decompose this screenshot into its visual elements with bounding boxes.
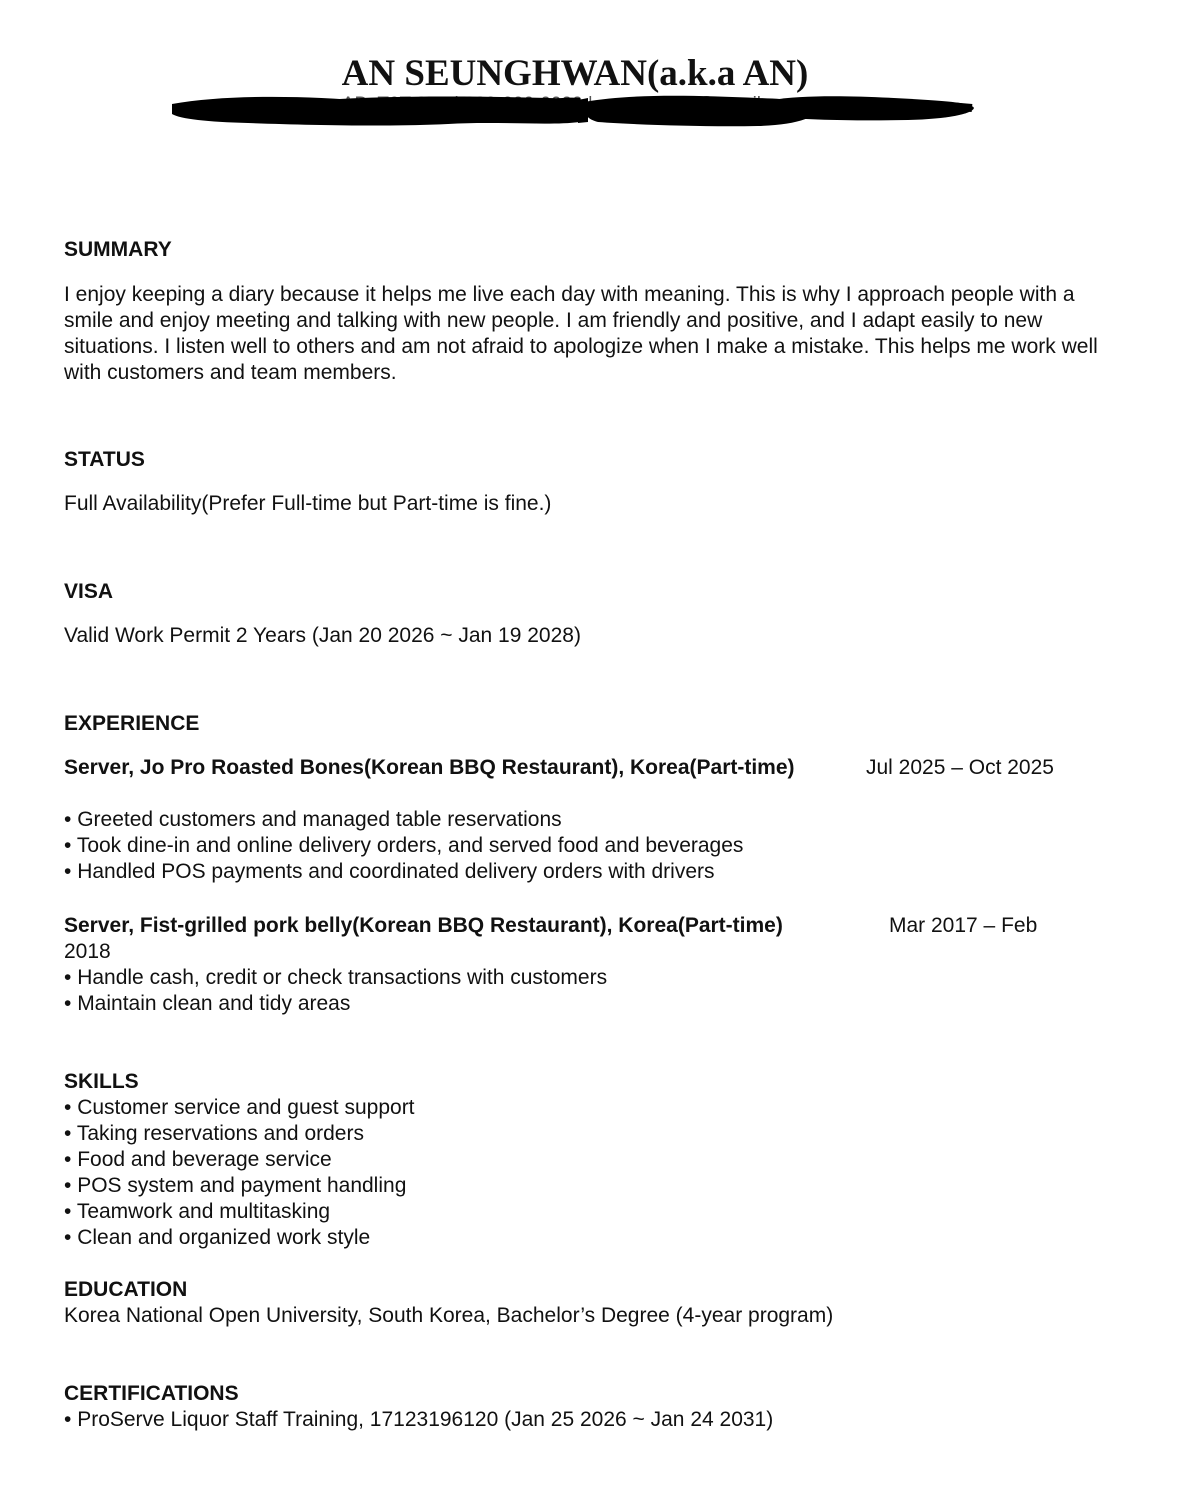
list-item: • Food and beverage service xyxy=(64,1147,415,1173)
education-heading: EDUCATION xyxy=(64,1278,188,1301)
redaction-marker-scribble xyxy=(168,92,978,128)
list-item: • Handled POS payments and coordinated delivery orders with drivers xyxy=(64,859,743,885)
candidate-name: AN SEUNGHWAN(a.k.a AN) xyxy=(341,53,809,94)
list-item: • Took dine-in and online delivery orders, and served food and beverages xyxy=(64,833,743,859)
job-dates-wrap: 2018 xyxy=(64,940,111,963)
skills-heading: SKILLS xyxy=(64,1070,139,1093)
visa-heading: VISA xyxy=(64,580,114,603)
certifications-list xyxy=(64,1407,773,1433)
job-title: Server, Fist-grilled pork belly(Korean BBQ Restaurant), Korea(Part-time) xyxy=(64,914,783,937)
list-item: • Greeted customers and managed table reservations xyxy=(64,807,743,833)
list-item: • Handle cash, credit or check transactions with customers xyxy=(64,965,607,991)
list-item: • Teamwork and multitasking xyxy=(64,1199,415,1225)
status-text: Full Availability(Prefer Full-time but Part-time is fine.) xyxy=(64,492,552,515)
job-bullets xyxy=(64,807,743,885)
list-item: • ProServe Liquor Staff Training, 17123196120 (Jan 25 2026 ~ Jan 24 2031) xyxy=(64,1407,773,1433)
job-dates: Mar 2017 – Feb xyxy=(889,914,1038,937)
certifications-heading: CERTIFICATIONS xyxy=(64,1382,239,1405)
experience-heading: EXPERIENCE xyxy=(64,712,200,735)
list-item: • Clean and organized work style xyxy=(64,1225,415,1251)
visa-text: Valid Work Permit 2 Years (Jan 20 2026 ~ Jan 19 2028) xyxy=(64,624,581,647)
education-text: Korea National Open University, South Korea, Bachelor’s Degree (4-year program) xyxy=(64,1304,834,1327)
list-item: • Taking reservations and orders xyxy=(64,1121,415,1147)
summary-text: I enjoy keeping a diary because it helps me live each day with meaning. This is why I approach people with a smile and enjoy meeting and talking with new people. I am friendly and positive, and I adapt easily to new situations. I listen well to others and am not afraid to apologize when I make a mistake. This helps me work well with customers and team members. xyxy=(64,283,1098,384)
list-item: • POS system and payment handling xyxy=(64,1173,415,1199)
skills-list xyxy=(64,1095,415,1251)
summary-heading: SUMMARY xyxy=(64,238,172,261)
list-item: • Customer service and guest support xyxy=(64,1095,415,1121)
status-heading: STATUS xyxy=(64,448,145,471)
job-title: Server, Jo Pro Roasted Bones(Korean BBQ Restaurant), Korea(Part-time) xyxy=(64,756,795,779)
list-item: • Maintain clean and tidy areas xyxy=(64,991,607,1017)
job-bullets xyxy=(64,965,607,1017)
job-dates: Jul 2025 – Oct 2025 xyxy=(866,756,1054,779)
